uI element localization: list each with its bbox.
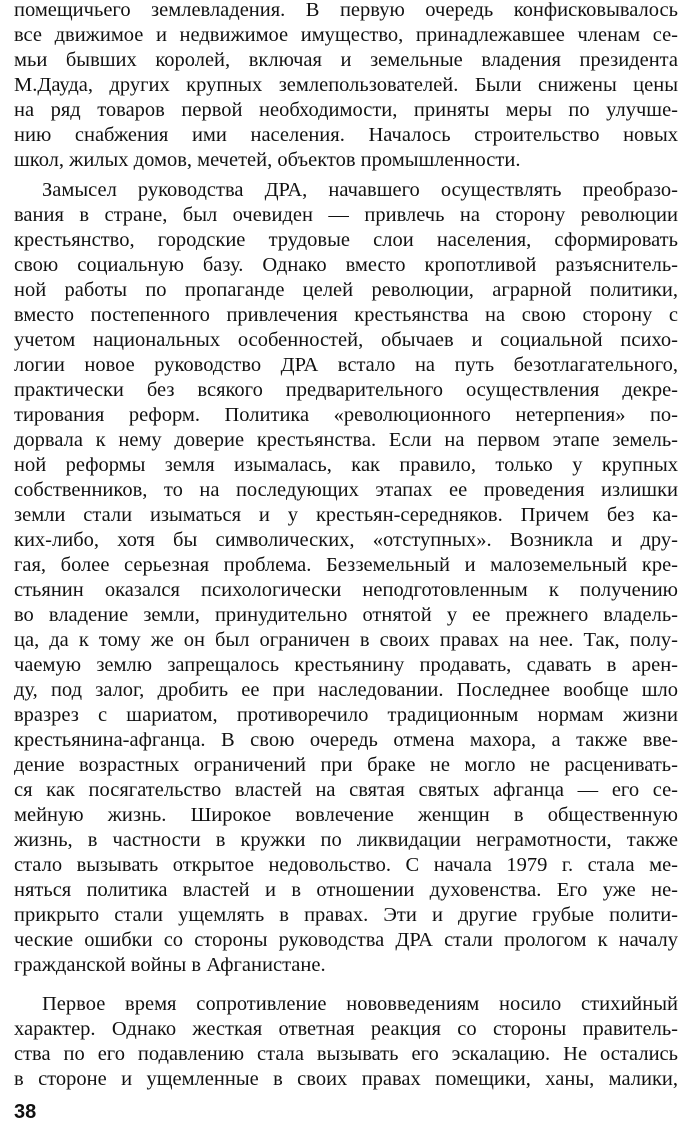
text-line: во владение земли, принудительно отнятой у ее прежнего владель- <box>14 604 678 626</box>
text-line: вразрез с шариатом, противоречило традиционным нормам жизни <box>14 704 678 726</box>
paragraph-1 <box>14 0 678 173</box>
text-line: все движимое и недвижимое имущество, принадлежавшее членам се- <box>14 24 678 46</box>
paragraph-2 <box>14 178 678 978</box>
text-line: ной работы по пропаганде целей революции, аграрной политики, <box>14 279 678 301</box>
text-line: нию снабжения ими населения. Началось строительство новых <box>14 124 678 146</box>
text-line: школ, жилых домов, мечетей, объектов промышленности. <box>14 149 521 171</box>
text-line: чаемую землю запрещалось крестьянину продавать, сдавать в арен- <box>14 654 678 676</box>
text-line: жизнь, в частности в кружки по ликвидации неграмотности, также <box>14 829 678 851</box>
text-line: помещичьего землевладения. В первую очередь конфисковывалось <box>14 0 678 21</box>
text-line: стьянин оказался психологически неподготовленным к получению <box>14 579 678 601</box>
text-line: крестьянство, городские трудовые слои населения, сформировать <box>14 229 678 251</box>
text-line: ца, да к тому же он был ограничен в своих правах на нее. Так, полу- <box>14 629 678 651</box>
text-line: собственников, то на последующих этапах ее проведения излишки <box>14 479 678 501</box>
text-line: логии новое руководство ДРА встало на путь безотлагательного, <box>14 354 678 376</box>
text-line: Первое время сопротивление нововведениям носило стихийный <box>42 993 678 1015</box>
text-line: мейную жизнь. Широкое вовлечение женщин в общественную <box>14 804 678 826</box>
text-line: М.Дауда, других крупных землепользователей. Были снижены цены <box>14 74 678 96</box>
text-line: мьи бывших королей, включая и земельные владения президента <box>14 49 678 71</box>
text-line: ких-либо, хотя бы символических, «отступных». Возникла и дру- <box>14 529 678 551</box>
text-line: ся как посягательство властей на святая святых афганца — его се- <box>14 779 678 801</box>
text-line: ду, под залог, дробить ее при наследовании. Последнее вообще шло <box>14 679 678 701</box>
text-line: в стороне и ущемленные в своих правах помещики, ханы, малики, <box>14 1068 678 1090</box>
text-line: гражданской войны в Афганистане. <box>14 954 326 976</box>
text-line: няться политика властей и в отношении духовенства. Его уже не- <box>14 879 678 901</box>
text-line: вместо постепенного привлечения крестьянства на свою сторону с <box>14 304 678 326</box>
text-line: стало вызывать открытое недовольство. С начала 1979 г. стала ме- <box>14 854 678 876</box>
text-line: свою социальную базу. Однако вместо кропотливой разъяснитель- <box>14 254 678 276</box>
text-line: ческие ошибки со стороны руководства ДРА стали прологом к началу <box>14 929 678 951</box>
text-line: прикрыто стали ущемлять в правах. Эти и другие грубые полити- <box>14 904 678 926</box>
text-line: крестьянина-афганца. В свою очередь отмена махора, а также вве- <box>14 729 678 751</box>
text-line: вания в стране, был очевиден — привлечь на сторону революции <box>14 204 678 226</box>
text-line: дение возрастных ограничений при браке не могло не расценивать- <box>14 754 678 776</box>
text-line: учетом национальных особенностей, обычаев и социальной психо- <box>14 329 678 351</box>
page-number: 38 <box>14 1101 37 1123</box>
paragraph-3 <box>14 992 678 1092</box>
text-line: дорвала к нему доверие крестьянства. Если на первом этапе земель- <box>14 429 678 451</box>
book-page <box>14 0 678 1139</box>
text-line: гая, более серьезная проблема. Безземельный и малоземельный кре- <box>14 554 678 576</box>
text-line: Замысел руководства ДРА, начавшего осуществлять преобразо- <box>42 179 678 201</box>
text-line: характер. Однако жесткая ответная реакция со стороны правитель- <box>14 1018 678 1040</box>
text-line: на ряд товаров первой необходимости, приняты меры по улучше- <box>14 99 678 121</box>
text-line: практически без всякого предварительного осуществления декре- <box>14 379 678 401</box>
text-line: ной реформы земля изымалась, как правило, только у крупных <box>14 454 678 476</box>
text-line: ства по его подавлению стала вызывать его эскалацию. Не остались <box>14 1043 678 1065</box>
text-line: тирования реформ. Политика «революционного нетерпения» по- <box>14 404 678 426</box>
text-line: земли стали изыматься и у крестьян-середняков. Причем без ка- <box>14 504 678 526</box>
